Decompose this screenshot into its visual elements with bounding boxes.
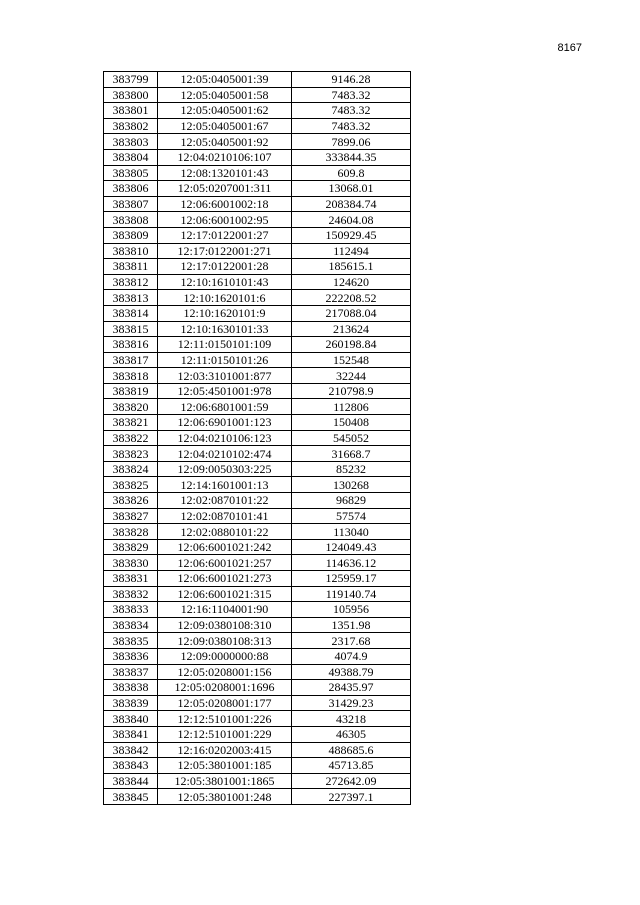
row-id-cell: 383836 [104,648,158,664]
row-id-cell: 383840 [104,711,158,727]
amount-cell: 7483.32 [292,103,411,119]
cadastral-number-cell: 12:06:6001002:95 [158,212,292,228]
cadastral-number-cell: 12:05:3801001:185 [158,758,292,774]
amount-cell: 31429.23 [292,695,411,711]
cadastral-number-cell: 12:02:0870101:41 [158,508,292,524]
table-row [104,321,411,337]
row-id-cell: 383818 [104,368,158,384]
table-row [104,789,411,805]
table-row [104,118,411,134]
amount-cell: 57574 [292,508,411,524]
amount-cell: 124049.43 [292,539,411,555]
table-row [104,571,411,587]
row-id-cell: 383829 [104,539,158,555]
row-id-cell: 383832 [104,586,158,602]
table-row [104,87,411,103]
amount-cell: 119140.74 [292,586,411,602]
row-id-cell: 383828 [104,524,158,540]
amount-cell: 28435.97 [292,680,411,696]
table-row [104,633,411,649]
amount-cell: 105956 [292,602,411,618]
table-row [104,430,411,446]
amount-cell: 114636.12 [292,555,411,571]
cadastral-number-cell: 12:03:3101001:877 [158,368,292,384]
table-row [104,493,411,509]
amount-cell: 112494 [292,243,411,259]
page-number: 8167 [557,42,582,54]
amount-cell: 150408 [292,415,411,431]
row-id-cell: 383827 [104,508,158,524]
cadastral-number-cell: 12:06:6001021:242 [158,539,292,555]
row-id-cell: 383833 [104,602,158,618]
amount-cell: 227397.1 [292,789,411,805]
cadastral-number-cell: 12:05:3801001:1865 [158,773,292,789]
row-id-cell: 383834 [104,617,158,633]
amount-cell: 46305 [292,726,411,742]
table-row [104,165,411,181]
cadastral-number-cell: 12:06:6001021:257 [158,555,292,571]
cadastral-number-cell: 12:05:0405001:67 [158,118,292,134]
cadastral-number-cell: 12:05:0207001:311 [158,181,292,197]
row-id-cell: 383831 [104,571,158,587]
cadastral-number-cell: 12:10:1630101:33 [158,321,292,337]
amount-cell: 125959.17 [292,571,411,587]
cadastral-number-cell: 12:09:0380108:313 [158,633,292,649]
table-row [104,680,411,696]
table-row [104,415,411,431]
table-row [104,648,411,664]
cadastral-number-cell: 12:09:0000000:88 [158,648,292,664]
amount-cell: 24604.08 [292,212,411,228]
table-row [104,399,411,415]
row-id-cell: 383807 [104,196,158,212]
table-row [104,602,411,618]
table-row [104,758,411,774]
table-row [104,446,411,462]
amount-cell: 333844.35 [292,149,411,165]
row-id-cell: 383802 [104,118,158,134]
row-id-cell: 383810 [104,243,158,259]
table-row [104,726,411,742]
row-id-cell: 383800 [104,87,158,103]
cadastral-number-cell: 12:17:0122001:271 [158,243,292,259]
table-row [104,149,411,165]
table-row [104,103,411,119]
table-row [104,227,411,243]
row-id-cell: 383842 [104,742,158,758]
cadastral-number-cell: 12:11:0150101:26 [158,352,292,368]
amount-cell: 488685.6 [292,742,411,758]
amount-cell: 545052 [292,430,411,446]
table-row [104,555,411,571]
amount-cell: 49388.79 [292,664,411,680]
row-id-cell: 383814 [104,305,158,321]
table-row [104,664,411,680]
amount-cell: 112806 [292,399,411,415]
row-id-cell: 383845 [104,789,158,805]
amount-cell: 4074.9 [292,648,411,664]
table-row [104,290,411,306]
table-row [104,524,411,540]
row-id-cell: 383803 [104,134,158,150]
table-row [104,243,411,259]
row-id-cell: 383824 [104,461,158,477]
cadastral-number-cell: 12:06:6001021:315 [158,586,292,602]
row-id-cell: 383835 [104,633,158,649]
table-row [104,742,411,758]
row-id-cell: 383812 [104,274,158,290]
amount-cell: 7483.32 [292,118,411,134]
table-body [104,72,411,805]
row-id-cell: 383813 [104,290,158,306]
row-id-cell: 383844 [104,773,158,789]
table-row [104,212,411,228]
amount-cell: 31668.7 [292,446,411,462]
amount-cell: 2317.68 [292,633,411,649]
cadastral-number-cell: 12:16:1104001:90 [158,602,292,618]
row-id-cell: 383817 [104,352,158,368]
amount-cell: 96829 [292,493,411,509]
amount-cell: 208384.74 [292,196,411,212]
table-row [104,508,411,524]
table-row [104,337,411,353]
cadastral-number-cell: 12:05:0208001:156 [158,664,292,680]
table-row [104,259,411,275]
cadastral-number-cell: 12:17:0122001:27 [158,227,292,243]
cadastral-number-cell: 12:11:0150101:109 [158,337,292,353]
cadastral-number-cell: 12:02:0870101:22 [158,493,292,509]
row-id-cell: 383843 [104,758,158,774]
table-row [104,461,411,477]
cadastral-number-cell: 12:06:6801001:59 [158,399,292,415]
cadastral-number-cell: 12:05:0208001:177 [158,695,292,711]
amount-cell: 213624 [292,321,411,337]
row-id-cell: 383801 [104,103,158,119]
row-id-cell: 383823 [104,446,158,462]
amount-cell: 185615.1 [292,259,411,275]
table-row [104,368,411,384]
amount-cell: 260198.84 [292,337,411,353]
row-id-cell: 383821 [104,415,158,431]
table-row [104,695,411,711]
cadastral-number-cell: 12:12:5101001:226 [158,711,292,727]
table-row [104,274,411,290]
row-id-cell: 383822 [104,430,158,446]
row-id-cell: 383837 [104,664,158,680]
amount-cell: 7899.06 [292,134,411,150]
cadastral-number-cell: 12:10:1620101:9 [158,305,292,321]
cadastral-number-cell: 12:06:6901001:123 [158,415,292,431]
cadastral-number-cell: 12:09:0380108:310 [158,617,292,633]
cadastral-number-cell: 12:05:3801001:248 [158,789,292,805]
amount-cell: 32244 [292,368,411,384]
cadastral-number-cell: 12:04:0210102:474 [158,446,292,462]
table-row [104,586,411,602]
cadastral-number-cell: 12:06:6001021:273 [158,571,292,587]
amount-cell: 9146.28 [292,72,411,88]
row-id-cell: 383811 [104,259,158,275]
cadastral-number-cell: 12:10:1620101:6 [158,290,292,306]
amount-cell: 217088.04 [292,305,411,321]
row-id-cell: 383819 [104,383,158,399]
amount-cell: 43218 [292,711,411,727]
row-id-cell: 383806 [104,181,158,197]
amount-cell: 113040 [292,524,411,540]
amount-cell: 85232 [292,461,411,477]
table-row [104,383,411,399]
amount-cell: 7483.32 [292,87,411,103]
table-row [104,305,411,321]
cadastral-number-cell: 12:02:0880101:22 [158,524,292,540]
cadastral-number-cell: 12:04:0210106:107 [158,149,292,165]
amount-cell: 130268 [292,477,411,493]
row-id-cell: 383816 [104,337,158,353]
table-row [104,773,411,789]
cadastral-number-cell: 12:10:1610101:43 [158,274,292,290]
amount-cell: 124620 [292,274,411,290]
row-id-cell: 383820 [104,399,158,415]
row-id-cell: 383809 [104,227,158,243]
row-id-cell: 383815 [104,321,158,337]
table-row [104,196,411,212]
amount-cell: 150929.45 [292,227,411,243]
amount-cell: 210798.9 [292,383,411,399]
table-row [104,617,411,633]
amount-cell: 13068.01 [292,181,411,197]
cadastral-number-cell: 12:05:0208001:1696 [158,680,292,696]
table-row [104,181,411,197]
cadastral-number-cell: 12:17:0122001:28 [158,259,292,275]
amount-cell: 272642.09 [292,773,411,789]
data-table [103,71,411,805]
amount-cell: 1351.98 [292,617,411,633]
row-id-cell: 383839 [104,695,158,711]
row-id-cell: 383830 [104,555,158,571]
cadastral-number-cell: 12:05:0405001:39 [158,72,292,88]
cadastral-number-cell: 12:08:1320101:43 [158,165,292,181]
table-row [104,352,411,368]
amount-cell: 222208.52 [292,290,411,306]
cadastral-number-cell: 12:04:0210106:123 [158,430,292,446]
table-row [104,72,411,88]
table-row [104,134,411,150]
cadastral-number-cell: 12:05:0405001:62 [158,103,292,119]
cadastral-number-cell: 12:09:0050303:225 [158,461,292,477]
row-id-cell: 383841 [104,726,158,742]
row-id-cell: 383825 [104,477,158,493]
cadastral-number-cell: 12:05:0405001:92 [158,134,292,150]
cadastral-number-cell: 12:12:5101001:229 [158,726,292,742]
table-row [104,539,411,555]
amount-cell: 152548 [292,352,411,368]
row-id-cell: 383804 [104,149,158,165]
cadastral-number-cell: 12:16:0202003:415 [158,742,292,758]
table-row [104,477,411,493]
row-id-cell: 383838 [104,680,158,696]
cadastral-number-cell: 12:14:1601001:13 [158,477,292,493]
table-row [104,711,411,727]
row-id-cell: 383799 [104,72,158,88]
amount-cell: 609.8 [292,165,411,181]
row-id-cell: 383826 [104,493,158,509]
cadastral-number-cell: 12:06:6001002:18 [158,196,292,212]
row-id-cell: 383805 [104,165,158,181]
amount-cell: 45713.85 [292,758,411,774]
cadastral-number-cell: 12:05:4501001:978 [158,383,292,399]
cadastral-number-cell: 12:05:0405001:58 [158,87,292,103]
row-id-cell: 383808 [104,212,158,228]
